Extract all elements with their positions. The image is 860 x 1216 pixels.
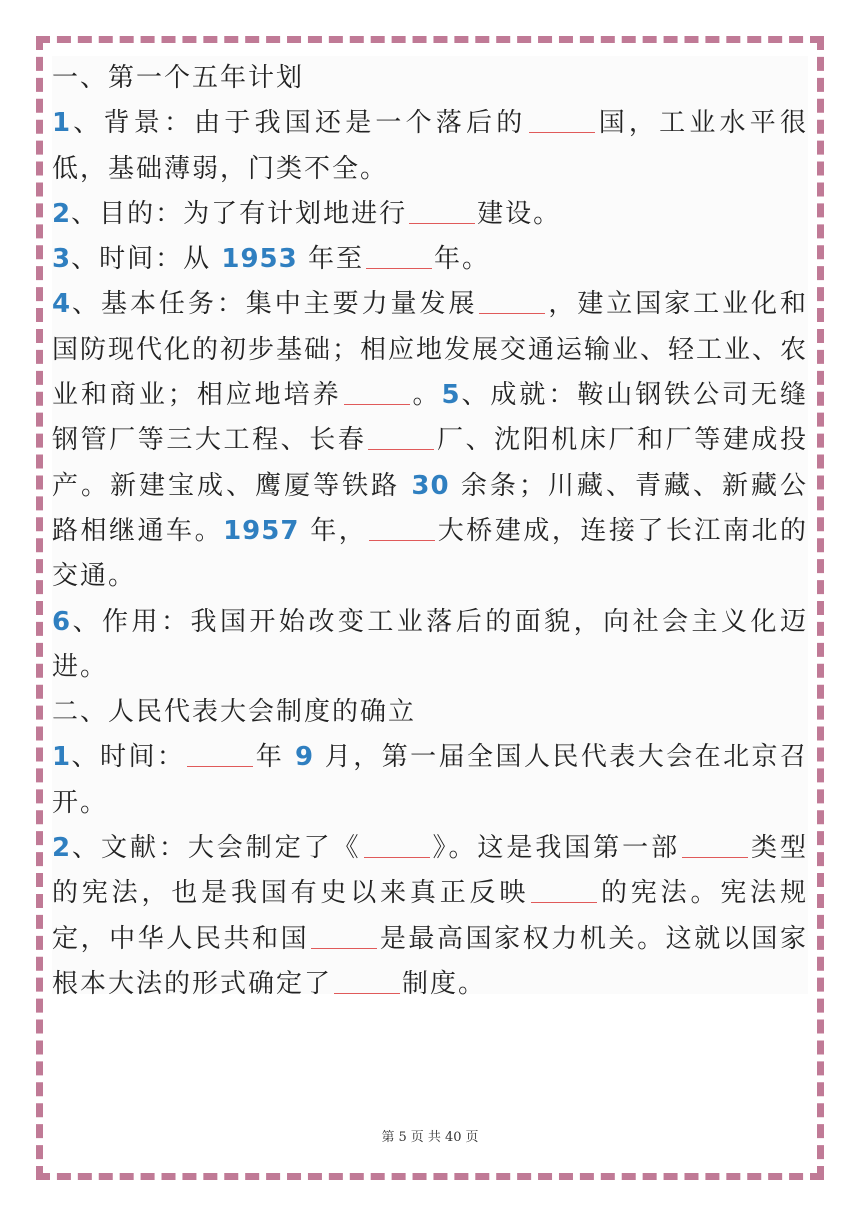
fill-blank[interactable] — [334, 969, 400, 994]
month-highlight: 9 — [294, 742, 315, 773]
item-text: 厂、沈阳机床厂和厂等建成投产。新建宝成、鹰厦等铁路 — [52, 425, 808, 501]
list-item — [52, 237, 808, 282]
item-text: 、时间：从 — [71, 244, 222, 275]
fill-blank[interactable] — [366, 244, 432, 269]
year-highlight: 1953 — [221, 244, 298, 275]
fill-blank[interactable] — [682, 833, 748, 858]
fill-blank[interactable] — [187, 742, 253, 767]
total-pages: 40 — [444, 1130, 462, 1145]
count-highlight: 30 — [411, 470, 450, 501]
item-text: ，建立国家工业化和国防现代化的初步基础；相应地发展交通运输业、轻工业、农业和商业；相应地培养 — [52, 289, 809, 411]
item-text: 类型的宪法，也是我国有史以来真正反映 — [52, 833, 808, 909]
fill-blank[interactable] — [479, 289, 545, 314]
item-text: 年。 — [434, 244, 491, 275]
item-text: 、文献：大会制定了《 — [71, 833, 362, 864]
item-number: 3 — [52, 244, 72, 275]
item-text: 的宪法。宪法规定，中华人民共和国 — [52, 878, 808, 954]
list-item — [52, 735, 808, 826]
list-item — [52, 282, 808, 599]
footer-mid: 页 共 — [410, 1130, 441, 1145]
item-text: 年， — [299, 515, 368, 546]
footer-suffix: 页 — [465, 1130, 479, 1145]
page-number: 5 — [398, 1130, 407, 1145]
fill-blank[interactable] — [311, 924, 377, 949]
section-title-2: 二、人民代表大会制度的确立 — [52, 697, 417, 728]
item-number: 2 — [52, 198, 72, 229]
item-text: 、成就：鞍山钢铁公司无缝钢管厂等三大工程、长春 — [52, 380, 808, 456]
item-number: 6 — [52, 606, 72, 637]
item-text: 是最高国家权力机关。这就以国家根本大法的形式确定了 — [52, 923, 808, 999]
list-item — [52, 600, 808, 691]
item-text: 、背景：由于我国还是一个落后的 — [71, 108, 527, 139]
item-text: 、基本任务：集中主要力量发展 — [71, 289, 478, 320]
fill-blank[interactable] — [409, 199, 475, 224]
item-number: 5 — [441, 380, 461, 411]
item-text: 》。这是我国第一部 — [431, 833, 681, 864]
item-text: 年至 — [297, 244, 364, 275]
item-number: 1 — [52, 742, 72, 773]
fill-blank[interactable] — [364, 833, 430, 858]
year-highlight: 1957 — [223, 515, 300, 546]
page-footer — [0, 1126, 860, 1145]
fill-blank[interactable] — [531, 878, 597, 903]
fill-blank[interactable] — [368, 425, 434, 450]
fill-blank[interactable] — [529, 108, 595, 133]
item-text: 国，工业水平很低，基础薄弱，门类不全。 — [52, 108, 808, 184]
item-number: 1 — [52, 108, 72, 139]
list-item — [52, 826, 808, 1007]
item-number: 4 — [52, 289, 72, 320]
item-text: 、作用：我国开始改变工业落后的面貌，向社会主义化迈进。 — [52, 606, 808, 682]
item-text: 、目的：为了有计划地进行 — [71, 198, 408, 229]
item-text: 、时间： — [71, 742, 186, 773]
list-item — [52, 101, 808, 192]
fill-blank[interactable] — [369, 516, 435, 541]
item-number: 2 — [52, 833, 72, 864]
item-text: 年 — [255, 742, 295, 773]
item-text: 。 — [411, 380, 442, 411]
footer-prefix: 第 — [381, 1130, 395, 1145]
list-item — [52, 192, 808, 237]
item-text: 大桥建成，连接了长江南北的交通。 — [52, 515, 808, 592]
item-text: 制度。 — [402, 968, 487, 999]
fill-blank[interactable] — [344, 380, 410, 405]
item-text: 建设。 — [477, 198, 562, 229]
document-body — [52, 56, 809, 999]
section-title-1: 一、第一个五年计划 — [52, 63, 305, 93]
item-text: 余条；川藏、青藏、新藏公路相继通车。 — [52, 470, 809, 546]
item-text: 月，第一届全国人民代表大会在北京召开。 — [52, 742, 809, 818]
